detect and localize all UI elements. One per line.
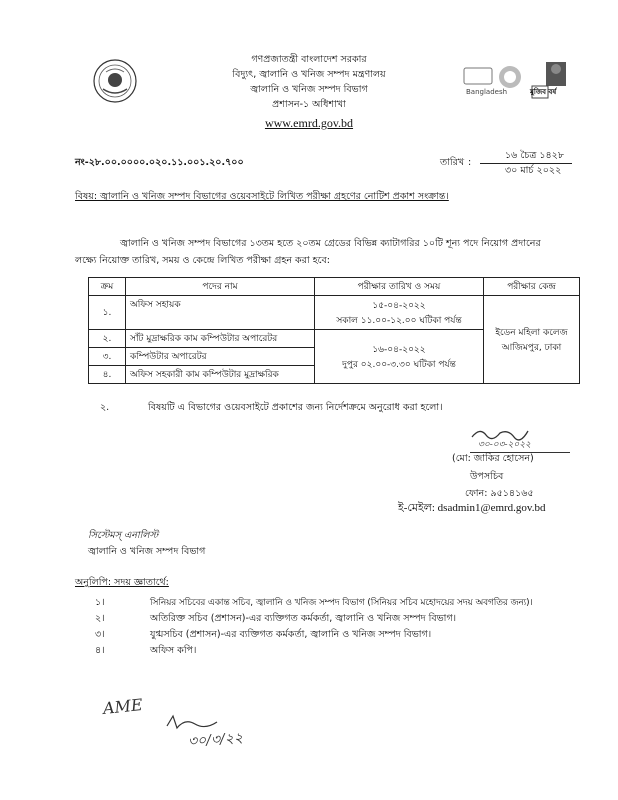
logo-text: Bangladesh bbox=[466, 88, 508, 96]
header-ministry: বিদ্যুৎ, জ্বালানি ও খনিজ সম্পদ মন্ত্রণালয় bbox=[232, 69, 386, 80]
website-link[interactable]: www.emrd.gov.bd bbox=[264, 116, 354, 130]
row-sl: ২. bbox=[89, 330, 126, 348]
date-label: তারিখ bbox=[440, 157, 465, 168]
date-separator: : bbox=[468, 157, 472, 168]
copy-item-text: অতিরিক্ত সচিব (প্রশাসন)-এর ব্যক্তিগত কর্মকর্তা, জ্বালানি ও খনিজ সম্পদ বিভাগ। bbox=[150, 613, 457, 624]
exam-time-1: সকাল ১১.০০-১২.০০ ঘটিকা পর্যন্ত bbox=[336, 315, 462, 326]
recipient-division: জ্বালানি ও খনিজ সম্পদ বিভাগ bbox=[88, 546, 206, 557]
handwritten-date: ৩০/৩/২২ bbox=[187, 730, 244, 750]
col-header-sl: ক্রম bbox=[89, 278, 126, 296]
date-bangla: ১৬ চৈত্র ১৪২৮ bbox=[505, 150, 564, 161]
copy-item-number: ২। bbox=[95, 613, 105, 624]
col-header-center: পরীক্ষার কেন্দ্র bbox=[484, 278, 580, 296]
copy-item-number: ৩। bbox=[95, 629, 105, 640]
col-header-datetime: পরীক্ষার তারিখ ও সময় bbox=[315, 278, 484, 296]
copy-item-text: যুগ্মসচিব (প্রশাসন)-এর ব্যক্তিগত কর্মকর্তা, জ্বালানি ও খনিজ সম্পদ বিভাগ। bbox=[150, 629, 432, 640]
copies-heading: অনুলিপি: সদয় জ্ঞাতার্থে: bbox=[75, 577, 169, 588]
center-name: ইডেন মহিলা কলেজ bbox=[495, 327, 568, 338]
table-header-row bbox=[89, 278, 580, 296]
header-govt: গণপ্রজাতন্ত্রী বাংলাদেশ সরকার bbox=[251, 54, 367, 65]
body-line-1: জ্বালানি ও খনিজ সম্পদ বিভাগের ১৩তম হতে ২০তম গ্রেডের বিভিন্ন ক্যাটাগরির ১০টি শূন্য পদে নিয়োগ প্রদানের bbox=[120, 238, 541, 249]
recipient-title: সিস্টেমস্‌ এনালিস্ট bbox=[88, 530, 159, 541]
center-address: আজিমপুর, ঢাকা bbox=[501, 342, 562, 353]
copy-item-text: অফিস কপি। bbox=[150, 645, 197, 656]
copy-item-number: ৪। bbox=[95, 645, 105, 656]
signature-date: ৩০-০৩-২০২২ bbox=[478, 440, 531, 450]
date-english: ৩০ মার্চ ২০২২ bbox=[505, 165, 562, 176]
date-divider bbox=[480, 163, 572, 164]
header-branch: প্রশাসন-১ অধিশাখা bbox=[272, 99, 346, 110]
exam-center-cell bbox=[484, 296, 580, 384]
exam-time-2: দুপুর ০২.০০-৩.৩০ ঘটিকা পর্যন্ত bbox=[342, 359, 456, 370]
row-post: কম্পিউটার অপারেটর bbox=[126, 348, 315, 366]
memo-number: নং-২৮.০০.০০০০.০২০.১১.০০১.২০.৭০০ bbox=[75, 157, 244, 168]
digital-bangladesh-logo bbox=[462, 62, 526, 100]
row-sl: ১. bbox=[89, 296, 126, 330]
row-post: সাঁট মুদ্রাক্ষরিক কাম কম্পিউটার অপারেটর bbox=[126, 330, 315, 348]
signer-phone: ফোন: ৯৫১৪১৬৫ bbox=[465, 488, 534, 499]
signer-email: ই-মেইল: dsadmin1@emrd.gov.bd bbox=[398, 502, 546, 514]
signer-designation: উপসচিব bbox=[470, 471, 504, 482]
para2-text: বিষয়টি এ বিভাগের ওয়েবসাইটে প্রকাশের জন্য নির্দেশক্রমে অনুরোধ করা হলো। bbox=[148, 402, 443, 413]
datetime-cell-2 bbox=[315, 330, 484, 384]
copy-item-number: ১। bbox=[95, 597, 105, 608]
copy-item-text: সিনিয়র সচিবের একান্ত সচিব, জ্বালানি ও খনিজ সম্পদ বিভাগ (সিনিয়র সচিব মহোদয়ের সদয় অবগতির জন্য)। bbox=[150, 598, 533, 608]
row-sl: ৪. bbox=[89, 366, 126, 384]
row-post: অফিস সহায়ক bbox=[126, 296, 315, 330]
handwritten-initials: AME bbox=[102, 694, 144, 719]
mujib-borsho-logo bbox=[528, 60, 572, 102]
row-post: অফিস সহকারী কাম কম্পিউটার মুদ্রাক্ষরিক bbox=[126, 366, 315, 384]
mujib-logo-text: মুজিব বর্ষ bbox=[530, 88, 557, 96]
exam-schedule-table bbox=[88, 277, 580, 384]
header-division: জ্বালানি ও খনিজ সম্পদ বিভাগ bbox=[250, 84, 368, 95]
exam-date-2: ১৬-০৪-২০২২ bbox=[372, 344, 426, 355]
para2-number: ২. bbox=[100, 402, 110, 413]
row-sl: ৩. bbox=[89, 348, 126, 366]
col-header-post: পদের নাম bbox=[126, 278, 315, 296]
datetime-cell-1 bbox=[315, 296, 484, 330]
table-row bbox=[89, 296, 580, 330]
body-line-2: লক্ষ্যে নিয়োক্ত তারিখ, সময় ও কেন্দ্রে লিখিত পরীক্ষা গ্রহন করা হবে: bbox=[75, 255, 330, 266]
signer-name: (মো: জাকির হোসেন) bbox=[452, 453, 534, 464]
exam-date-1: ১৫-০৪-২০২২ bbox=[372, 300, 426, 311]
government-seal-logo bbox=[92, 58, 138, 104]
subject-line: বিষয়: জ্বালানি ও খনিজ সম্পদ বিভাগের ওয়েবসাইটে লিখিত পরীক্ষা গ্রহণের নোটিশ প্রকাশ সংক্রান্ত। bbox=[75, 191, 449, 202]
